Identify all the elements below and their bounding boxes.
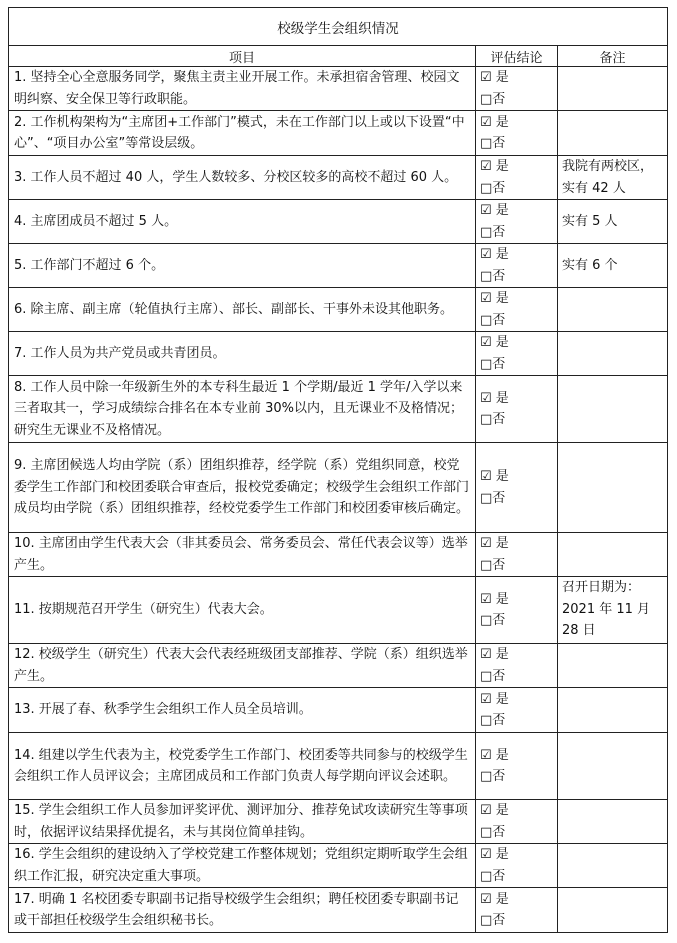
table-row (9, 844, 668, 888)
table-row (9, 332, 668, 376)
item-text: 3. 工作人员不超过 40 人，学生人数较多、分校区较多的高校不超过 60 人。 (9, 156, 476, 200)
checkbox-no[interactable]: □否 (480, 668, 506, 684)
note-cell (558, 844, 668, 888)
note-cell (558, 376, 668, 443)
checkbox-yes-checked[interactable]: ☑ 是 (480, 335, 509, 350)
evaluation-table (8, 7, 668, 933)
table-row (9, 376, 668, 443)
item-text: 15. 学生会组织工作人员参加评奖评优、测评加分、推荐免试攻读研究生等事项时，依据评议结果择优提名，未与其岗位简单挂钩。 (9, 800, 476, 844)
header-result: 评估结论 (476, 46, 558, 67)
table-row (9, 644, 668, 688)
result-cell (476, 888, 558, 933)
checkbox-no[interactable]: □否 (480, 490, 506, 506)
table-row (9, 533, 668, 577)
result-cell (476, 156, 558, 200)
note-cell (558, 443, 668, 533)
note-cell: 我院有两校区，实有 42 人 (558, 156, 668, 200)
item-text: 13. 开展了春、秋季学生会组织工作人员全员培训。 (9, 688, 476, 733)
header-note: 备注 (558, 46, 668, 67)
note-cell: 实有 6 个 (558, 244, 668, 288)
item-text: 2. 工作机构架构为“主席团+工作部门”模式，未在工作部门以上或以下设置“中心”、“项目办公室”等常设层级。 (9, 111, 476, 156)
item-text: 11. 按期规范召开学生（研究生）代表大会。 (9, 577, 476, 644)
checkbox-yes-checked[interactable]: ☑ 是 (480, 591, 509, 607)
result-cell (476, 733, 558, 800)
item-text: 14. 组建以学生代表为主，校党委学生工作部门、校团委等共同参与的校级学生会组织工作人员评议会；主席团成员和工作部门负责人每学期向评议会述职。 (9, 733, 476, 800)
result-cell (476, 577, 558, 644)
table-row (9, 288, 668, 332)
checkbox-yes-checked[interactable]: ☑ 是 (480, 291, 509, 306)
checkbox-no[interactable]: □否 (480, 557, 506, 573)
checkbox-yes-checked[interactable]: ☑ 是 (480, 70, 509, 85)
table-row (9, 200, 668, 244)
result-cell (476, 376, 558, 443)
checkbox-no[interactable]: □否 (480, 91, 506, 107)
item-text: 6. 除主席、副主席（轮值执行主席）、部长、副部长、干事外未设其他职务。 (9, 288, 476, 332)
result-cell (476, 844, 558, 888)
checkbox-no[interactable]: □否 (480, 769, 506, 784)
checkbox-no[interactable]: □否 (480, 224, 506, 240)
checkbox-yes-checked[interactable]: ☑ 是 (480, 469, 509, 484)
result-cell (476, 533, 558, 577)
checkbox-no[interactable]: □否 (480, 180, 506, 196)
note-cell (558, 800, 668, 844)
table-row (9, 443, 668, 533)
note-cell (558, 533, 668, 577)
result-cell (476, 200, 558, 244)
table-row (9, 688, 668, 733)
note-cell: 实有 5 人 (558, 200, 668, 244)
item-text: 10. 主席团由学生代表大会（非其委员会、常务委员会、常任代表会议等）选举产生。 (9, 533, 476, 577)
checkbox-no[interactable]: □否 (480, 613, 506, 628)
item-text: 16. 学生会组织的建设纳入了学校党建工作整体规划；党组织定期听取学生会组织工作汇报，研究决定重大事项。 (9, 844, 476, 888)
checkbox-no[interactable]: □否 (480, 412, 506, 427)
checkbox-yes-checked[interactable]: ☑ 是 (480, 159, 509, 174)
checkbox-yes-checked[interactable]: ☑ 是 (480, 847, 509, 862)
checkbox-no[interactable]: □否 (480, 312, 506, 328)
checkbox-yes-checked[interactable]: ☑ 是 (480, 747, 509, 763)
checkbox-yes-checked[interactable]: ☑ 是 (480, 691, 509, 707)
result-cell (476, 688, 558, 733)
item-text: 12. 校级学生（研究生）代表大会代表经班级团支部推荐、学院（系）组织选举产生。 (9, 644, 476, 688)
checkbox-yes-checked[interactable]: ☑ 是 (480, 647, 509, 662)
note-cell (558, 288, 668, 332)
item-text: 17. 明确 1 名校团委专职副书记指导校级学生会组织；聘任校团委专职副书记或干部担任校级学生会组织秘书长。 (9, 888, 476, 933)
checkbox-yes-checked[interactable]: ☑ 是 (480, 891, 509, 907)
checkbox-no[interactable]: □否 (480, 713, 506, 728)
item-text: 5. 工作部门不超过 6 个。 (9, 244, 476, 288)
note-cell (558, 733, 668, 800)
checkbox-yes-checked[interactable]: ☑ 是 (480, 803, 509, 818)
checkbox-no[interactable]: □否 (480, 268, 506, 284)
item-text: 7. 工作人员为共产党员或共青团员。 (9, 332, 476, 376)
note-cell (558, 67, 668, 111)
table-row (9, 244, 668, 288)
table-row (9, 111, 668, 156)
checkbox-yes-checked[interactable]: ☑ 是 (480, 247, 509, 262)
note-cell (558, 332, 668, 376)
item-text: 8. 工作人员中除一年级新生外的本专科生最近 1 个学期/最近 1 学年/入学以来三者取其一，学习成绩综合排名在本专业前 30%以内，且无课业不及格情况；研究生无课业不及格情况。 (9, 376, 476, 443)
checkbox-no[interactable]: □否 (480, 824, 506, 840)
result-cell (476, 288, 558, 332)
result-cell (476, 800, 558, 844)
result-cell (476, 332, 558, 376)
item-text: 4. 主席团成员不超过 5 人。 (9, 200, 476, 244)
result-cell (476, 644, 558, 688)
table-row (9, 888, 668, 933)
note-cell (558, 644, 668, 688)
checkbox-no[interactable]: □否 (480, 356, 506, 372)
checkbox-no[interactable]: □否 (480, 136, 506, 151)
result-cell (476, 67, 558, 111)
header-item: 项目 (9, 46, 476, 67)
table-row (9, 67, 668, 111)
item-text: 1. 坚持全心全意服务同学，聚焦主责主业开展工作。未承担宿舍管理、校园文明纠察、安全保卫等行政职能。 (9, 67, 476, 111)
result-cell (476, 443, 558, 533)
checkbox-yes-checked[interactable]: ☑ 是 (480, 536, 509, 551)
note-cell (558, 111, 668, 156)
note-cell: 召开日期为：2021 年 11 月 28 日 (558, 577, 668, 644)
table-row (9, 577, 668, 644)
table-row (9, 800, 668, 844)
checkbox-no[interactable]: □否 (480, 913, 506, 928)
checkbox-yes-checked[interactable]: ☑ 是 (480, 114, 509, 130)
item-text: 9. 主席团候选人均由学院（系）团组织推荐，经学院（系）党组织同意，校党委学生工作部门和校团委联合审查后，报校党委确定；校级学生会组织工作部门成员均由学院（系）团组织推荐，经校党委学生工作部门和校团委审核后确定。 (9, 443, 476, 533)
checkbox-yes-checked[interactable]: ☑ 是 (480, 390, 509, 406)
table-row (9, 733, 668, 800)
table-row (9, 156, 668, 200)
note-cell (558, 888, 668, 933)
checkbox-yes-checked[interactable]: ☑ 是 (480, 203, 509, 218)
checkbox-no[interactable]: □否 (480, 868, 506, 884)
table-title: 校级学生会组织情况 (9, 8, 668, 46)
result-cell (476, 111, 558, 156)
result-cell (476, 244, 558, 288)
note-cell (558, 688, 668, 733)
